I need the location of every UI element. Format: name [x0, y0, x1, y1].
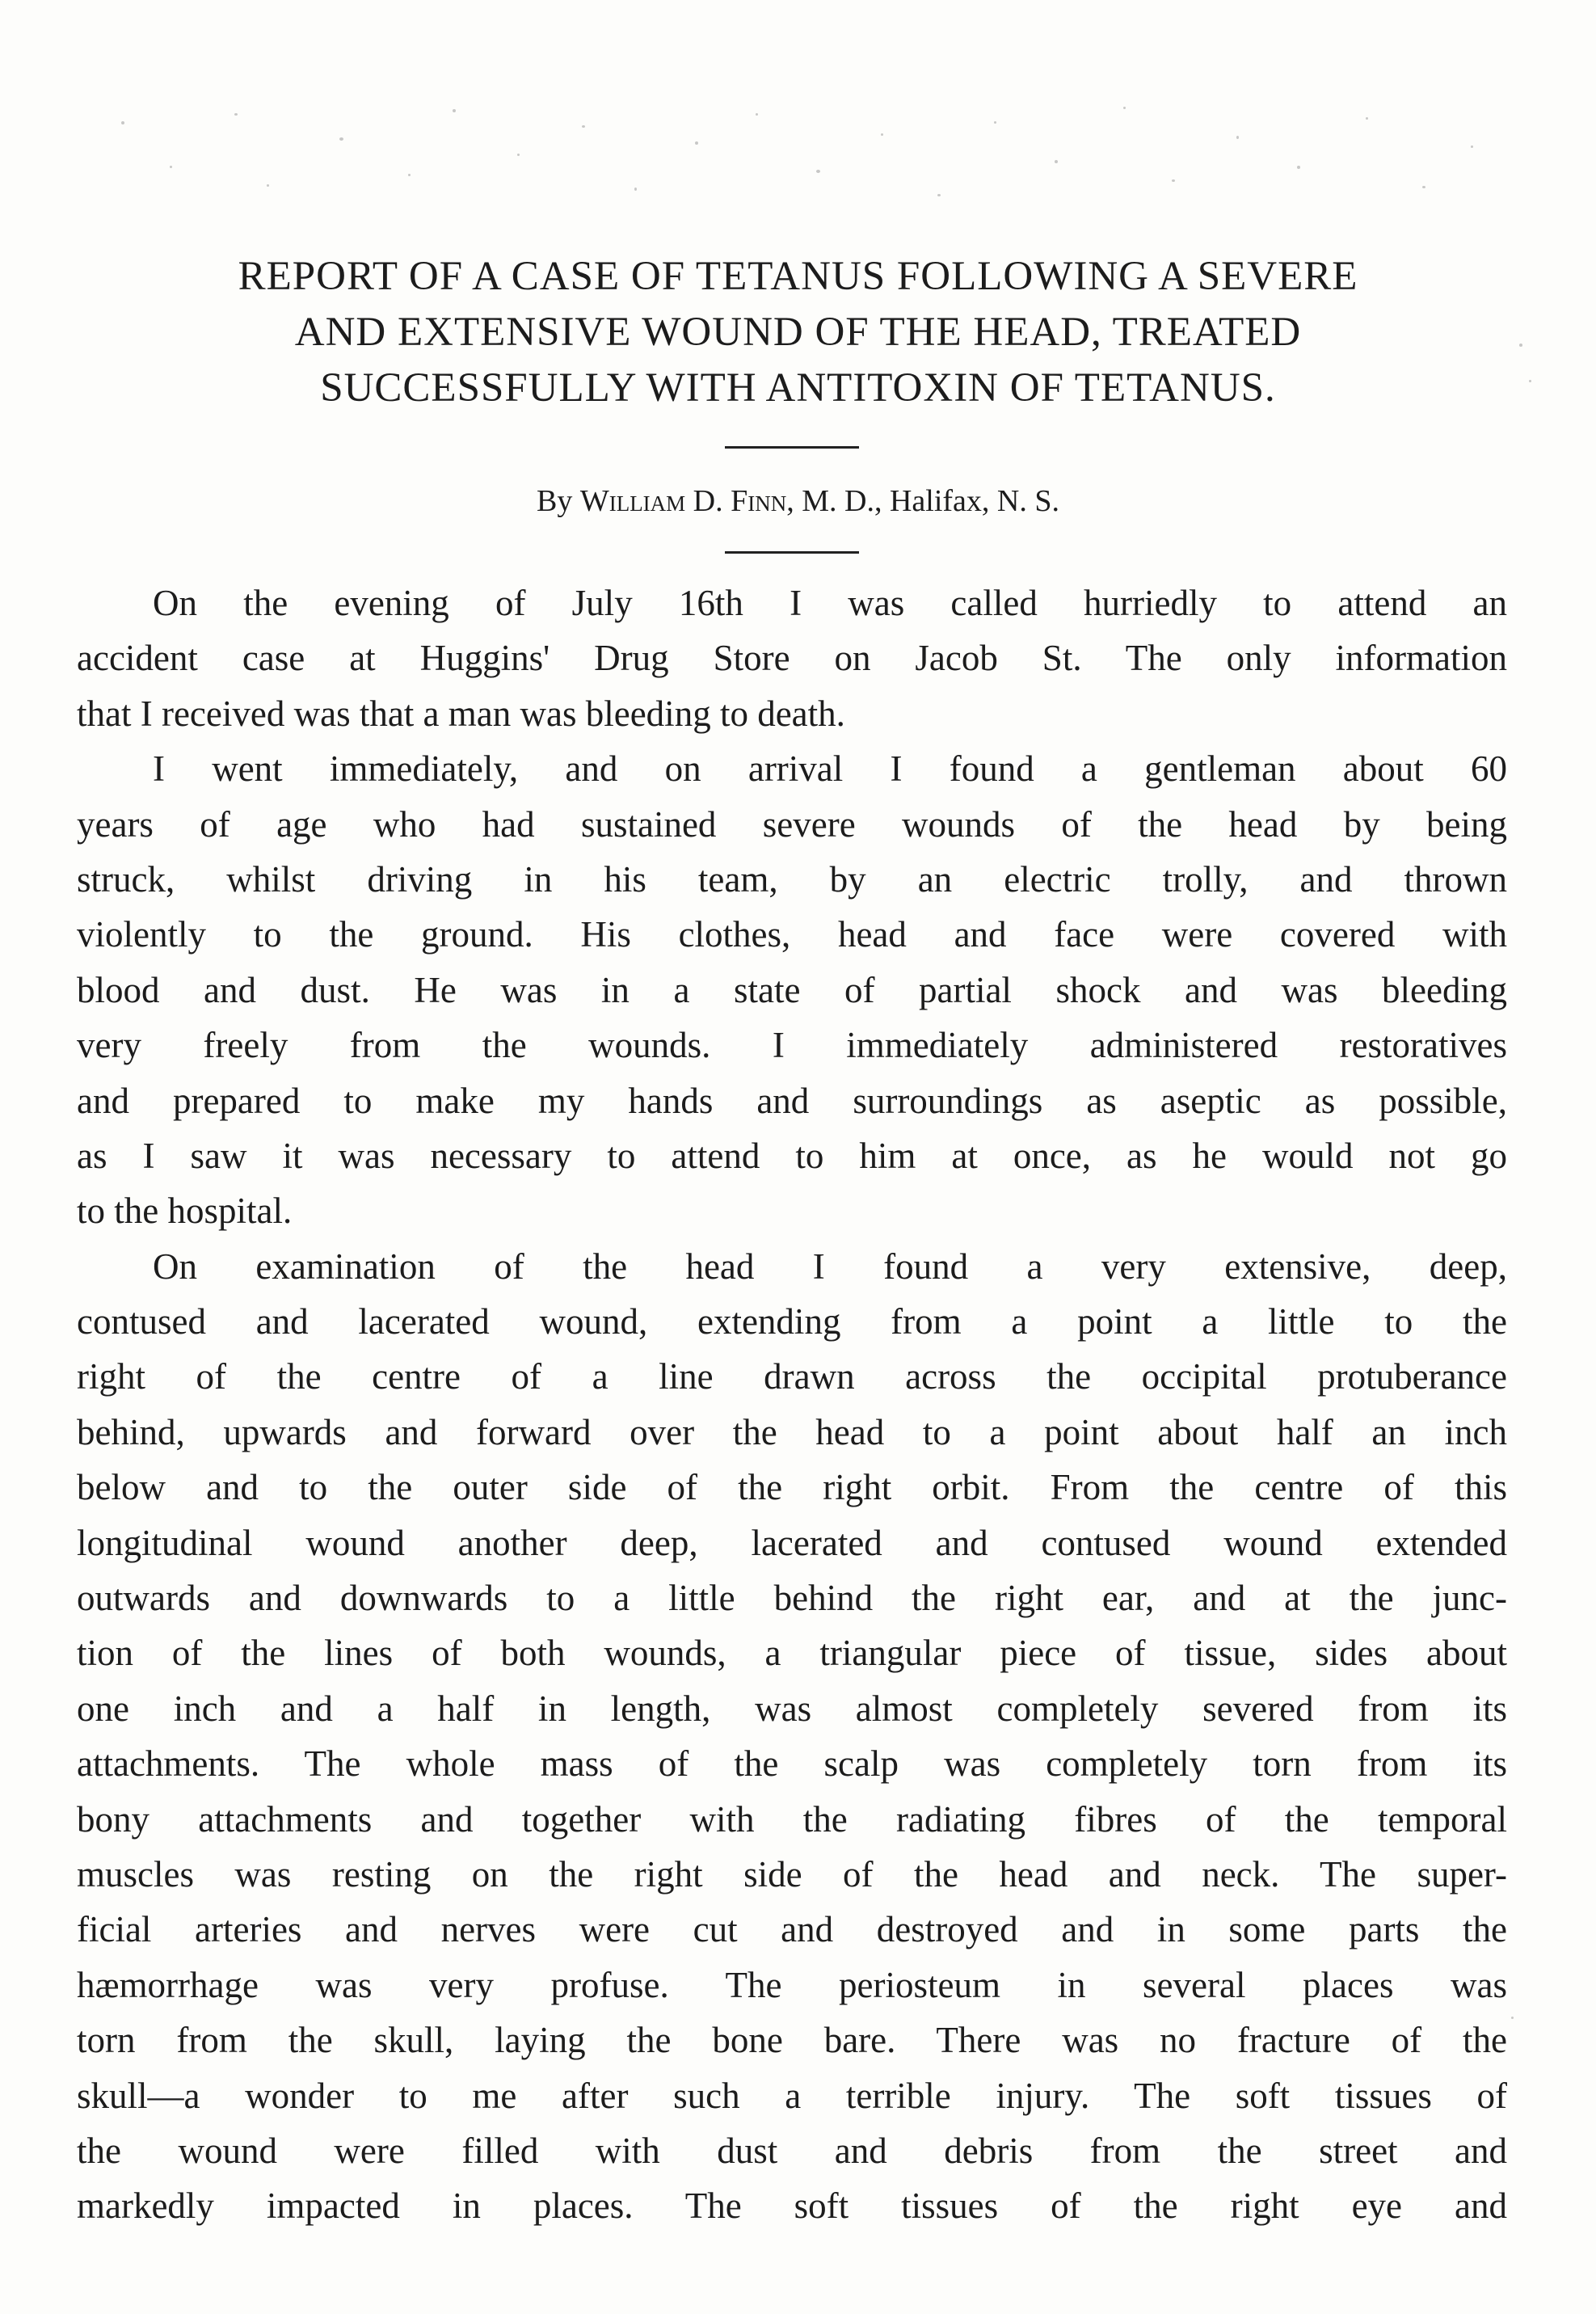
text-line: and prepared to make my hands and surroundings as aseptic as possible, [77, 1080, 1507, 1121]
byline-prefix: By [536, 484, 573, 518]
text-line: muscles was resting on the right side of the head and neck. The super- [77, 1853, 1507, 1895]
text-line: violently to the ground. His clothes, head and face were covered with [77, 914, 1507, 955]
text-line: contused and lacerated wound, extending from a point a little to the [77, 1301, 1507, 1342]
text-line: behind, upwards and forward over the head to a point about half an inch [77, 1411, 1507, 1452]
text-line: to the hospital. [77, 1191, 293, 1232]
title-line: AND EXTENSIVE WOUND OF THE HEAD, TREATED [294, 310, 1302, 355]
text-line: skull—a wonder to me after such a terrible injury. The soft tissues of [77, 2075, 1507, 2116]
text-line: the wound were filled with dust and debris from the street and [77, 2130, 1507, 2171]
text-line: longitudinal wound another deep, lacerated and contused wound extended [77, 1522, 1507, 1563]
text-line: one inch and a half in length, was almost completely severed from its [77, 1688, 1507, 1729]
text-line: attachments. The whole mass of the scalp was completely torn from its [77, 1743, 1507, 1785]
author-name: William D. Finn [579, 484, 787, 518]
text-line: accident case at Huggins' Drug Store on Jacob St. The only information [77, 638, 1507, 679]
article-body [77, 575, 1507, 2234]
divider-rule [725, 551, 859, 554]
text-line: that I received was that a man was bleeding to death. [77, 693, 845, 734]
text-line: markedly impacted in places. The soft tissues of the right eye and [77, 2185, 1507, 2227]
text-line: below and to the outer side of the right orbit. From the centre of this [77, 1467, 1507, 1508]
text-line: I went immediately, and on arrival I found a gentleman about 60 [153, 748, 1507, 790]
text-line: very freely from the wounds. I immediately administered restoratives [77, 1025, 1507, 1066]
text-line: right of the centre of a line drawn across the occipital protuberance [77, 1356, 1507, 1397]
byline [0, 478, 1596, 524]
text-line: outwards and downwards to a little behind the right ear, and at the junc- [77, 1578, 1507, 1619]
divider-rule [725, 446, 859, 449]
text-line: struck, whilst driving in his team, by an electric trolly, and thrown [77, 858, 1507, 900]
text-line: hæmorrhage was very profuse. The periosteum in several places was [77, 1964, 1507, 2005]
text-line: ficial arteries and nerves were cut and destroyed and in some parts the [77, 1909, 1507, 1950]
text-line: years of age who had sustained severe wounds of the head by being [77, 803, 1507, 845]
text-line: On the evening of July 16th I was called hurriedly to attend an [153, 583, 1507, 623]
text-line: tion of the lines of both wounds, a triangular piece of tissue, sides about [77, 1633, 1507, 1674]
text-line: On examination of the head I found a very extensive, deep, [153, 1246, 1507, 1287]
text-line: torn from the skull, laying the bone bare. There was no fracture of the [77, 2020, 1507, 2061]
title-line: REPORT OF A CASE OF TETANUS FOLLOWING A SEVERE [238, 254, 1358, 299]
article-title [105, 249, 1491, 416]
author-credentials: , M. D., Halifax, N. S. [786, 484, 1060, 518]
title-line: SUCCESSFULLY WITH ANTITOXIN OF TETANUS. [320, 365, 1276, 411]
text-line: blood and dust. He was in a state of partial shock and was bleeding [77, 969, 1507, 1010]
text-line: bony attachments and together with the radiating fibres of the temporal [77, 1798, 1507, 1840]
text-line: as I saw it was necessary to attend to him at once, as he would not go [77, 1135, 1507, 1176]
